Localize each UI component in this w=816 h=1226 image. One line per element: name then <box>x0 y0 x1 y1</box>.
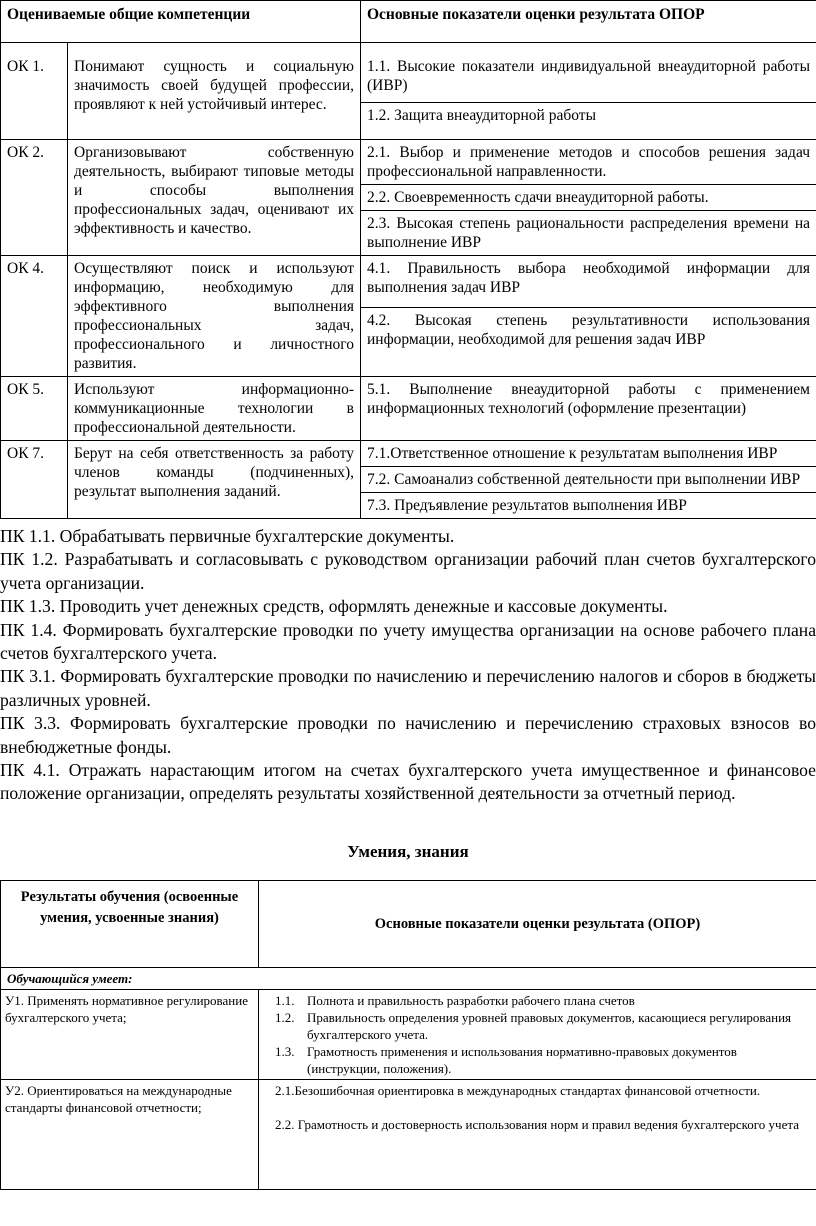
pk-item: ПК 3.3. Формировать бухгалтерские проводки по начислению и перечислению страховых взносов во внебюджетные фонды. <box>0 713 816 757</box>
subheader: Обучающийся умеет: <box>1 968 816 990</box>
indicator: 2.3. Высокая степень рациональности распределения времени на выполнение ИВР <box>361 211 816 256</box>
indicator: 7.2. Самоанализ собственной деятельности при выполнении ИВР <box>361 467 816 493</box>
skills-table <box>0 880 816 1190</box>
pk-item: ПК 1.3. Проводить учет денежных средств, оформлять денежные и кассовые документы. <box>0 596 668 617</box>
indicator: 5.1. Выполнение внеаудиторной работы с применением информационных технологий (оформление презентации) <box>361 377 816 441</box>
indicator: 1.1. Высокие показатели индивидуальной внеаудиторной работы (ИВР) <box>361 43 816 103</box>
skill-indicators <box>259 1080 816 1190</box>
list-item: 1.2. Правильность определения уровней правовых документов, касающиеся регулирования бухгалтерского учета. <box>275 1010 792 1042</box>
table-row <box>1 256 816 308</box>
header-indicators: Основные показатели оценки результата ОПОР <box>361 1 816 43</box>
table-row <box>1 377 816 441</box>
indicator: 4.2. Высокая степень результативности использования информации, необходимой для решения задач ИВР <box>361 308 816 377</box>
header-indicators: Основные показатели оценки результата (ОПОР) <box>259 881 816 968</box>
indicator: 2.1.Безошибочная ориентировка в международных стандартах финансовой отчетности. <box>275 1083 761 1098</box>
competency-code: ОК 5. <box>1 377 68 441</box>
table-header-row <box>1 1 816 43</box>
section-title: Умения, знания <box>347 842 469 861</box>
subheader-row <box>1 968 816 990</box>
header-competencies: Оцениваемые общие компетенции <box>1 1 361 43</box>
pk-item: ПК 4.1. Отражать нарастающим итогом на счетах бухгалтерского учета имущественное и финансовое положение организации, определять результаты хозяйственной деятельности за отчетный период. <box>0 760 816 804</box>
pk-item: ПК 1.1. Обрабатывать первичные бухгалтерские документы. <box>0 526 455 546</box>
list-item: 1.3. Грамотность применения и использования нормативно-правовых документов (инструкции, положения). <box>275 1044 737 1076</box>
table-row <box>1 990 816 1080</box>
competency-code: ОК 4. <box>1 256 68 377</box>
competency-desc: Понимают сущность и социальную значимость своей будущей профессии, проявляют к ней устойчивый интерес. <box>68 43 361 140</box>
table-row <box>1 140 816 185</box>
skill: У2. Ориентироваться на международные стандарты финансовой отчетности; <box>1 1080 259 1190</box>
competency-desc: Берут на себя ответственность за работу членов команды (подчиненных), результат выполнения заданий. <box>68 441 361 519</box>
competency-code: ОК 1. <box>1 43 68 140</box>
pk-item: ПК 3.1. Формировать бухгалтерские проводки по начислению и перечислению налогов и сборов в бюджеты различных уровней. <box>0 666 816 710</box>
indicator: 7.3. Предъявление результатов выполнения ИВР <box>361 493 816 519</box>
table-header-row <box>1 881 816 968</box>
professional-competencies-list <box>0 525 816 806</box>
competency-desc: Организовывают собственную деятельность, выбирают типовые методы и способы выполнения профессиональных задач, оценивают их эффективность и качество. <box>68 140 361 256</box>
indicator: 1.2. Защита внеаудиторной работы <box>361 103 816 140</box>
competency-code: ОК 2. <box>1 140 68 256</box>
skill: У1. Применять нормативное регулирование бухгалтерского учета; <box>1 990 259 1080</box>
indicator: 2.1. Выбор и применение методов и способов решения задач профессиональной направленности. <box>361 140 816 185</box>
list-item: 1.1. Полнота и правильность разработки рабочего плана счетов <box>275 993 635 1008</box>
competency-desc: Осуществляют поиск и используют информацию, необходимую для эффективного выполнения профессиональных задач, профессионального и личностного развития. <box>68 256 361 377</box>
indicator: 2.2. Грамотность и достоверность использования норм и правил ведения бухгалтерского учета <box>275 1117 799 1132</box>
pk-item: ПК 1.4. Формировать бухгалтерские проводки по учету имущества организации на основе рабочего плана счетов бухгалтерского учета. <box>0 619 816 664</box>
competencies-table <box>0 0 816 519</box>
pk-item: ПК 1.2. Разрабатывать и согласовывать с руководством организации рабочий план счетов бухгалтерского учета организации. <box>0 549 816 593</box>
competency-desc: Используют информационно-коммуникационные технологии в профессиональной деятельности. <box>68 377 361 441</box>
skill-indicators <box>259 990 816 1080</box>
competency-code: ОК 7. <box>1 441 68 519</box>
table-row <box>1 1080 816 1190</box>
header-learning-results: Результаты обучения (освоенные умения, усвоенные знания) <box>1 881 259 968</box>
indicator: 2.2. Своевременность сдачи внеаудиторной работы. <box>361 185 816 211</box>
indicator: 4.1. Правильность выбора необходимой информации для выполнения задач ИВР <box>361 256 816 308</box>
table-row <box>1 441 816 467</box>
indicator: 7.1.Ответственное отношение к результатам выполнения ИВР <box>361 441 816 467</box>
table-row <box>1 43 816 103</box>
